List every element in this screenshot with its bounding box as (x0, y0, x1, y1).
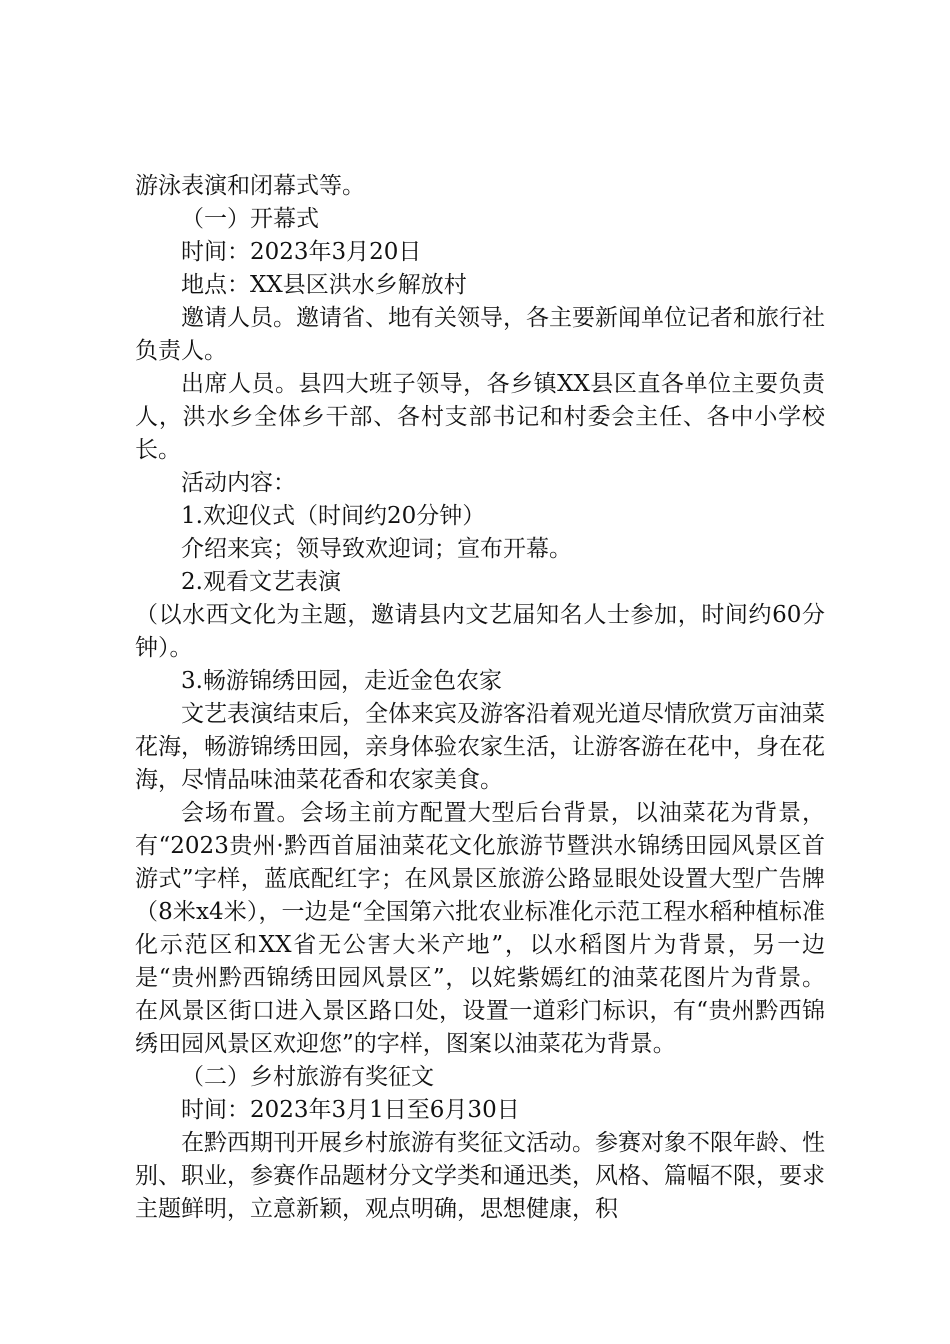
item-art-performance: 2.观看文艺表演 (181, 569, 341, 595)
paragraph-continuation: 游泳表演和闭幕式等。 (135, 173, 365, 199)
art-performance-details: （以水西文化为主题，邀请县内文艺届知名人士参加，时间约60分钟）。 (135, 602, 825, 661)
essay-contest-details: 在黔西期刊开展乡村旅游有奖征文活动。参赛对象不限年龄、性别、职业，参赛作品题材分文学类和通迅类，风格、篇幅不限，要求主题鲜明，立意新颖，观点明确，思想健康，积 (135, 1130, 825, 1222)
section-heading-essay-contest: （二）乡村旅游有奖征文 (181, 1064, 434, 1090)
invited-guests: 邀请人员。邀请省、地有关领导，各主要新闻单位记者和旅行社负责人。 (135, 305, 825, 364)
item-garden-tour: 3.畅游锦绣田园，走近金色农家 (181, 668, 502, 694)
opening-time: 时间：2023年3月20日 (181, 239, 422, 265)
activity-content-heading: 活动内容： (181, 470, 296, 496)
opening-location: 地点：XX县区洪水乡解放村 (181, 272, 467, 298)
garden-tour-details: 文艺表演结束后，全体来宾及游客沿着观光道尽情欣赏万亩油菜花海，畅游锦绣田园，亲身体验农家生活，让游客游在花中，身在花海，尽情品味油菜花香和农家美食。 (135, 701, 825, 793)
essay-contest-time: 时间：2023年3月1日至6月30日 (181, 1097, 520, 1123)
welcome-ceremony-details: 介绍来宾；领导致欢迎词；宣布开幕。 (181, 536, 572, 562)
item-welcome-ceremony: 1.欢迎仪式（时间约20分钟） (181, 503, 486, 529)
venue-layout: 会场布置。会场主前方配置大型后台背景，以油菜花为背景，有“2023贵州·黔西首届油菜花文化旅游节暨洪水锦绣田园风景区首游式”字样，蓝底配红字；在风景区旅游公路显眼处设置大型广告牌（8米x4米），一边是“全国第六批农业标准化示范工程水稻种植标准化示范区和XX省无公害大米产地”，以水稻图片为背景，另一边是“贵州黔西锦绣田园风景区”，以姹紫嫣红的油菜花图片为背景。在风景区街口进入景区路口处，设置一道彩门标识，有“贵州黔西锦绣田园风景区欢迎您”的字样，图案以油菜花为背景。 (135, 800, 825, 1057)
document-body (135, 170, 825, 1226)
attendees: 出席人员。县四大班子领导，各乡镇XX县区直各单位主要负责人，洪水乡全体乡干部、各村支部书记和村委会主任、各中小学校长。 (135, 371, 825, 463)
section-heading-opening-ceremony: （一）开幕式 (181, 206, 319, 232)
